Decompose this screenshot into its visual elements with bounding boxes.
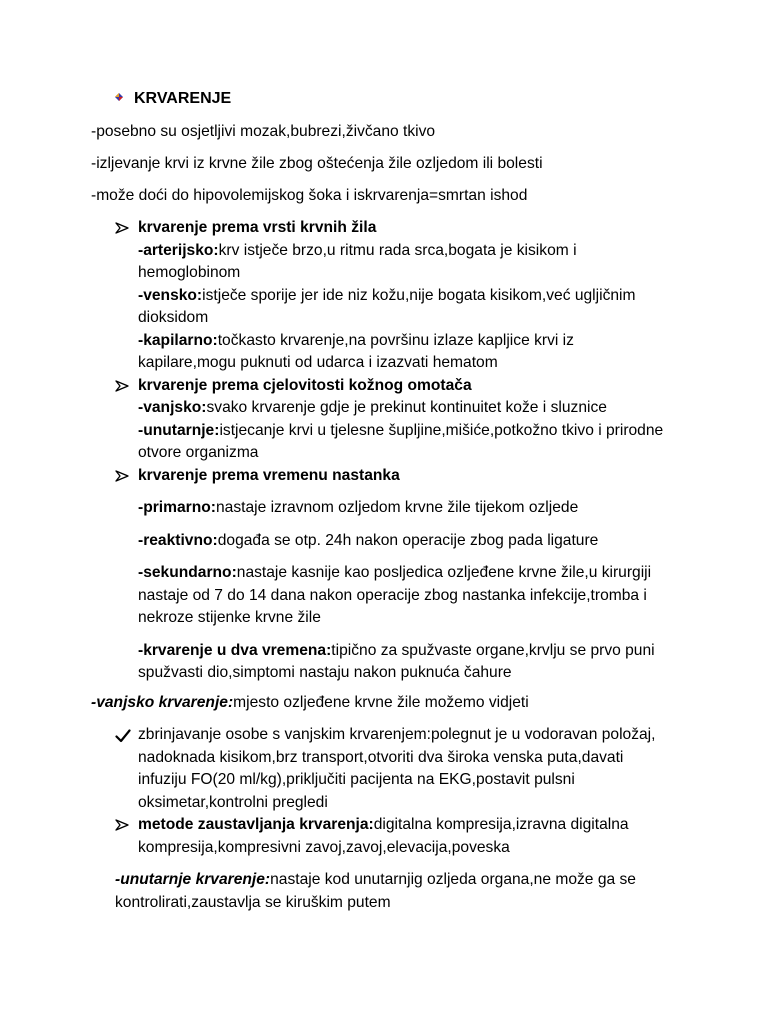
document-heading xyxy=(112,88,231,110)
care-list xyxy=(115,724,675,859)
definition: istjecanje krvi u tjelesne šupljine,mišiće,potkožno tkivo i prirodne otvore organizma xyxy=(138,421,664,461)
term: -unutarnje krvarenje: xyxy=(115,871,271,888)
section-vrsti xyxy=(115,217,675,375)
definition: krv istječe brzo,u ritmu rada srca,bogata je kisikom i hemoglobinom xyxy=(138,241,577,281)
definition: tipično za spužvaste organe,krvlju se prvo puni spužvasti dio,simptomi nastaju nakon puknuća čahure xyxy=(138,641,655,681)
intro-line-1: -posebno su osjetljivi mozak,bubrezi,živčano tkivo xyxy=(91,123,436,140)
heading-text: KRVARENJE xyxy=(134,90,232,107)
definition: događa se otp. 24h nakon operacije zbog pada ligature xyxy=(217,531,599,549)
section-vremenu xyxy=(115,465,675,685)
definition: nastaje kasnije kao posljedica ozljeđene krvne žile,u kirurgiji nastaje od 7 do 14 dana nakon operacije zbog nastanka infekcije,tromba i nekroze stijenke krvne žile xyxy=(138,564,652,626)
term: -krvarenje u dva vremena: xyxy=(138,641,332,659)
definition: nastaje izravnom ozljedom krvne žile tijekom ozljede xyxy=(215,499,579,516)
term: -primarno: xyxy=(138,499,216,516)
classification-list xyxy=(115,217,675,685)
arrowhead-bullet-icon xyxy=(115,217,133,234)
term: -arterijsko: xyxy=(138,241,219,259)
internal-bleeding-block xyxy=(115,869,675,914)
term: -vanjsko: xyxy=(138,399,207,416)
diamond-bullet-icon xyxy=(112,89,126,103)
arrowhead-bullet-icon xyxy=(115,375,133,392)
definition: digitalna kompresija,izravna digitalna kompresija,kompresivni zavoj,zavoj,elevacija,poveska xyxy=(138,816,629,856)
term: -unutarnje: xyxy=(138,421,220,439)
intro-line-2: -izljevanje krvi iz krvne žile zbog oštećenja žile ozljedom ili bolesti xyxy=(91,155,543,172)
term: -kapilarno: xyxy=(138,331,218,349)
definition: mjesto ozljeđene krvne žile možemo vidjeti xyxy=(233,694,529,711)
term: -vensko: xyxy=(138,286,203,304)
checkmark-icon xyxy=(115,724,133,743)
external-bleeding-line xyxy=(91,692,529,715)
definition: svako krvarenje gdje je prekinut kontinuitet kože i sluznice xyxy=(206,399,607,416)
arrowhead-bullet-icon xyxy=(115,465,133,482)
care-text: zbrinjavanje osobe s vanjskim krvarenjem:polegnut je u vodoravan položaj, nadoknada kisikom,brz transport,otvoriti dva široka venska puta,davati infuziju FO(20 ml/kg),priključiti pacijenta na EKG,postavit pulsni oksimetar,kontrolni pregledi xyxy=(138,726,656,811)
definition: nastaje kod unutarnjig ozljeda organa,ne može ga se kontrolirati,zaustavlja se kiruškim putem xyxy=(115,871,636,911)
methods-item xyxy=(115,814,675,859)
definition: točkasto krvarenje,na površinu izlaze kapljice krvi iz kapilare,mogu puknuti od udarca i izazvati hematom xyxy=(138,331,574,371)
term: -sekundarno: xyxy=(138,564,237,581)
definition: istječe sporije jer ide niz kožu,nije bogata kisikom,već ugljičnim dioksidom xyxy=(138,286,636,326)
arrowhead-bullet-icon xyxy=(115,814,133,831)
section-title: krvarenje prema vremenu nastanka xyxy=(138,466,400,484)
intro-line-3: -može doći do hipovolemijskog šoka i iskrvarenja=smrtan ishod xyxy=(91,187,528,204)
care-item xyxy=(115,724,675,814)
term: metode zaustavljanja krvarenja: xyxy=(138,816,374,833)
section-cjelovitosti xyxy=(115,375,675,465)
term: -reaktivno: xyxy=(138,531,218,549)
term: -vanjsko krvarenje: xyxy=(91,694,234,711)
section-title: krvarenje prema cjelovitosti kožnog omotača xyxy=(138,376,472,394)
section-title: krvarenje prema vrsti krvnih žila xyxy=(138,219,377,236)
